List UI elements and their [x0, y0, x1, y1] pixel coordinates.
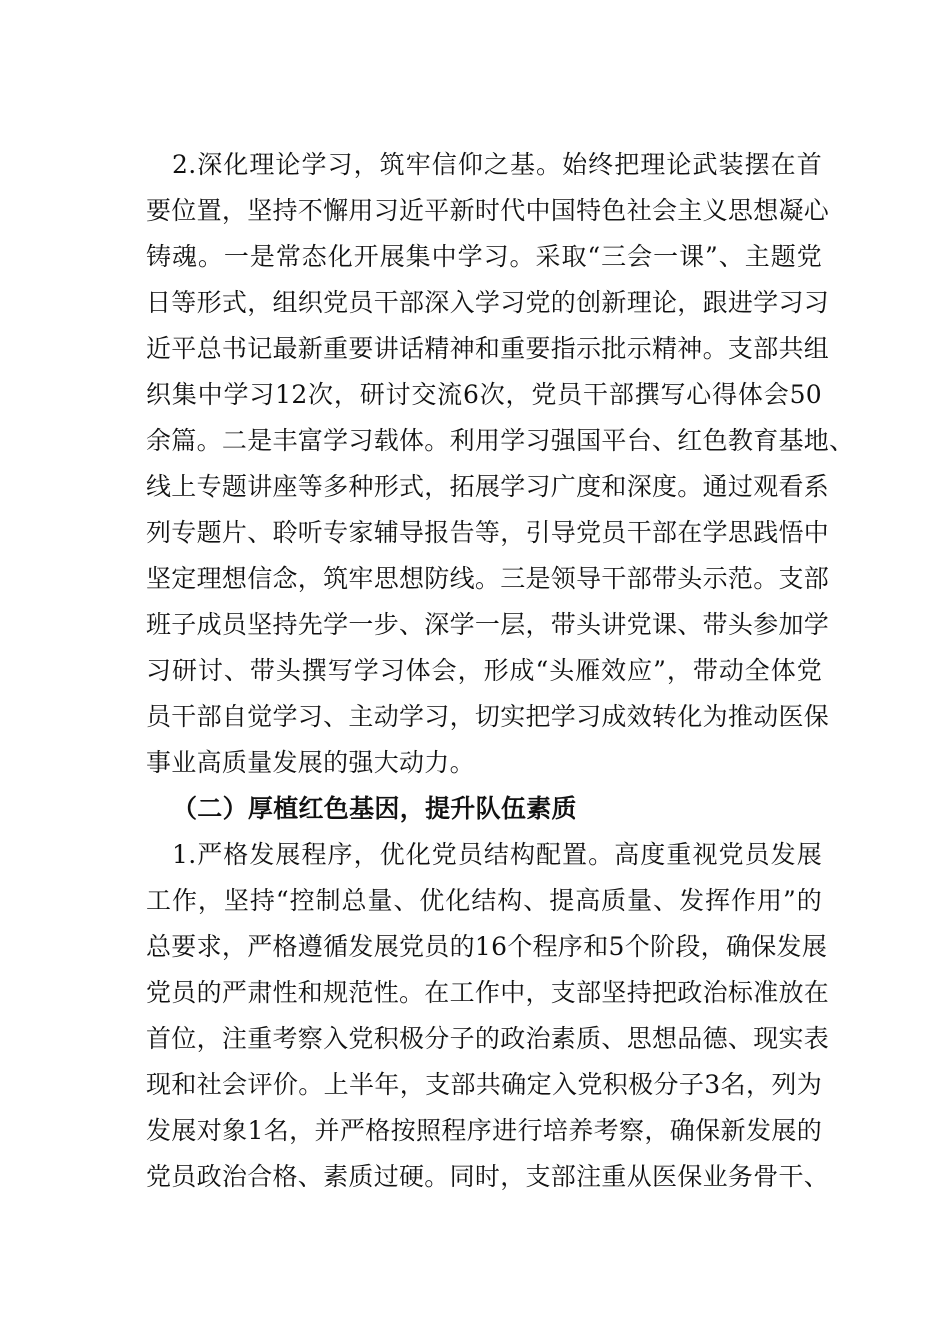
paragraph-theory-study — [146, 142, 855, 786]
paragraph-line: 事业高质量发展的强大动力。 — [146, 748, 475, 777]
paragraph-line: 工作，坚持“控制总量、优化结构、提高质量、发挥作用”的 — [146, 886, 822, 915]
document-body — [146, 142, 855, 1200]
paragraph-line: 2.深化理论学习，筑牢信仰之基。始终把理论武装摆在首 — [172, 150, 822, 179]
paragraph-line: 党员政治合格、素质过硬。同时，支部注重从医保业务骨干、 — [146, 1162, 830, 1191]
paragraph-line: 党员的严肃性和规范性。在工作中，支部坚持把政治标准放在 — [146, 978, 830, 1007]
paragraph-line: 近平总书记最新重要讲话精神和重要指示批示精神。支部共组 — [146, 334, 830, 363]
paragraph-line: 列专题片、聆听专家辅导报告等，引导党员干部在学思践悟中 — [146, 518, 830, 547]
paragraph-line: 发展对象1名，并严格按照程序进行培养考察，确保新发展的 — [146, 1116, 822, 1145]
paragraph-line: 首位，注重考察入党积极分子的政治素质、思想品德、现实表 — [146, 1024, 830, 1053]
paragraph-line: 班子成员坚持先学一步、深学一层，带头讲党课、带头参加学 — [146, 610, 830, 639]
paragraph-line: 员干部自觉学习、主动学习，切实把学习成效转化为推动医保 — [146, 702, 830, 731]
paragraph-line: 1.严格发展程序，优化党员结构配置。高度重视党员发展 — [172, 840, 822, 869]
paragraph-line: 日等形式，组织党员干部深入学习党的创新理论，跟进学习习 — [146, 288, 830, 317]
paragraph-line: 织集中学习12次，研讨交流6次，党员干部撰写心得体会50 — [146, 380, 822, 409]
paragraph-line: 铸魂。一是常态化开展集中学习。采取“三会一课”、主题党 — [146, 242, 822, 271]
paragraph-line: 余篇。二是丰富学习载体。利用学习强国平台、红色教育基地、 — [146, 426, 855, 455]
paragraph-line: 总要求，严格遵循发展党员的16个程序和5个阶段，确保发展 — [146, 932, 828, 961]
section-heading: （二）厚植红色基因，提升队伍素质 — [172, 794, 577, 823]
paragraph-line: 线上专题讲座等多种形式，拓展学习广度和深度。通过观看系 — [146, 472, 830, 501]
paragraph-line: 要位置，坚持不懈用习近平新时代中国特色社会主义思想凝心 — [146, 196, 830, 225]
paragraph-member-development — [146, 832, 830, 1200]
paragraph-line: 坚定理想信念，筑牢思想防线。三是领导干部带头示范。支部 — [146, 564, 830, 593]
paragraph-line: 习研讨、带头撰写学习体会，形成“头雁效应”，带动全体党 — [146, 656, 822, 685]
paragraph-line: 现和社会评价。上半年，支部共确定入党积极分子3名，列为 — [146, 1070, 822, 1099]
